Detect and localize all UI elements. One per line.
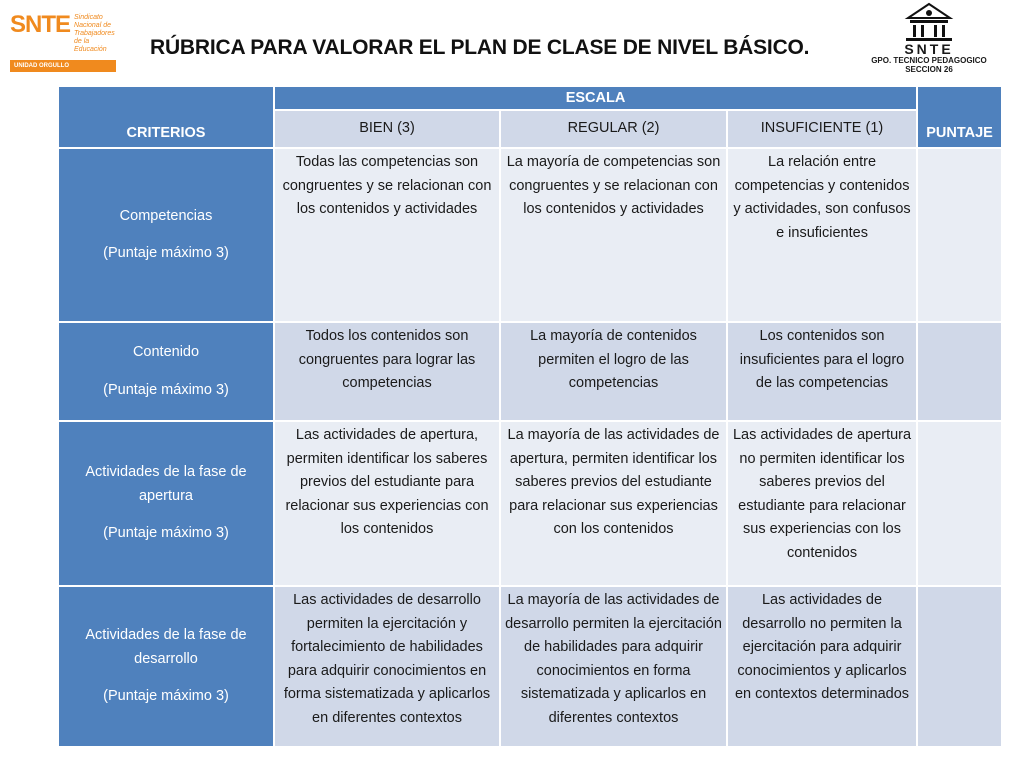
rubric-table [57,85,1003,748]
snte-logo-left [10,10,120,81]
snte-logo-right [856,2,1002,78]
descriptor-regular: La mayoría de competencias son congruentes y se relacionan con los contenidos y actividades [500,148,727,322]
criterion-name: Actividades de la fase de desarrollo [85,627,247,667]
descriptor-insuficiente: Las actividades de desarrollo no permiten la ejercitación para adquirir conocimientos y aplicarlos en contextos determinados [727,586,917,747]
logo-right-mark: SNTE [904,41,954,57]
descriptor-regular: La mayoría de las actividades de apertura, permiten identificar los saberes previos del estudiante para relacionar sus experiencias con los contenidos [500,421,727,586]
descriptor-bien: Las actividades de desarrollo permiten la ejercitación y fortalecimiento de habilidades para adquirir conocimientos en forma sistematizada y aplicarlos en diferentes contextos [274,586,500,747]
criterion-max-score: (Puntaje máximo 3) [103,245,229,261]
criterion-name: Contenido [132,344,200,360]
criterion-name: Actividades de la fase de apertura [85,464,247,504]
scale-level-insuficiente: INSUFICIENTE (1) [727,110,917,148]
descriptor-regular: La mayoría de las actividades de desarrollo permiten la ejercitación de habilidades para adquirir conocimientos en forma sistematizada y aplicarlos en diferentes contextos [500,586,727,747]
score-cell[interactable] [917,148,1002,322]
descriptor-bien: Todas las competencias son congruentes y se relacionan con los contenidos y actividades [274,148,500,322]
table-row [58,148,1002,322]
criterion-name: Competencias [119,207,213,224]
score-header: PUNTAJE [917,86,1002,148]
descriptor-insuficiente: Las actividades de apertura no permiten identificar los saberes previos del estudiante para relacionar sus experiencias con los contenidos [727,421,917,586]
score-cell[interactable] [917,586,1002,747]
criterion-cell [58,148,274,322]
criterion-max-score: (Puntaje máximo 3) [103,525,229,542]
score-cell[interactable] [917,421,1002,586]
logo-left-subtitle: Sindicato Nacional de Trabajadores de la Educación [74,14,115,53]
table-row [58,586,1002,747]
scale-level-regular: REGULAR (2) [500,110,727,148]
page-title: RÚBRICA PARA VALORAR EL PLAN DE CLASE DE NIVEL BÁSICO. [150,36,810,59]
criteria-header: CRITERIOS [58,86,274,148]
criterion-max-score: (Puntaje máximo 3) [103,688,229,705]
scale-header: ESCALA [274,86,917,110]
descriptor-regular: La mayoría de contenidos permiten el logro de las competencias [500,322,727,421]
criterion-cell [58,421,274,586]
descriptor-insuficiente: Los contenidos son insuficientes para el logro de las competencias [727,322,917,421]
descriptor-insuficiente: La relación entre competencias y contenidos y actividades, son confusos e insuficientes [727,148,917,322]
criterion-cell [58,586,274,747]
scale-level-bien: BIEN (3) [274,110,500,148]
logo-right-line1: GPO. TECNICO PEDAGOGICO [871,56,987,65]
descriptor-bien: Todos los contenidos son congruentes para lograr las competencias [274,322,500,421]
criterion-cell [58,322,274,421]
temple-emblem-icon [894,2,964,42]
table-row [58,421,1002,586]
score-cell[interactable] [917,322,1002,421]
logo-left-mark: SNTE [10,11,71,38]
descriptor-bien: Las actividades de apertura, permiten identificar los saberes previos del estudiante para relacionar sus experiencias con los contenidos [274,421,500,586]
criterion-max-score: (Puntaje máximo 3) [103,381,229,398]
table-row [58,322,1002,421]
logo-left-motto: UNIDAD ORGULLO COMPROMISO [10,60,116,72]
logo-right-line2: SECCION 26 [905,65,953,74]
